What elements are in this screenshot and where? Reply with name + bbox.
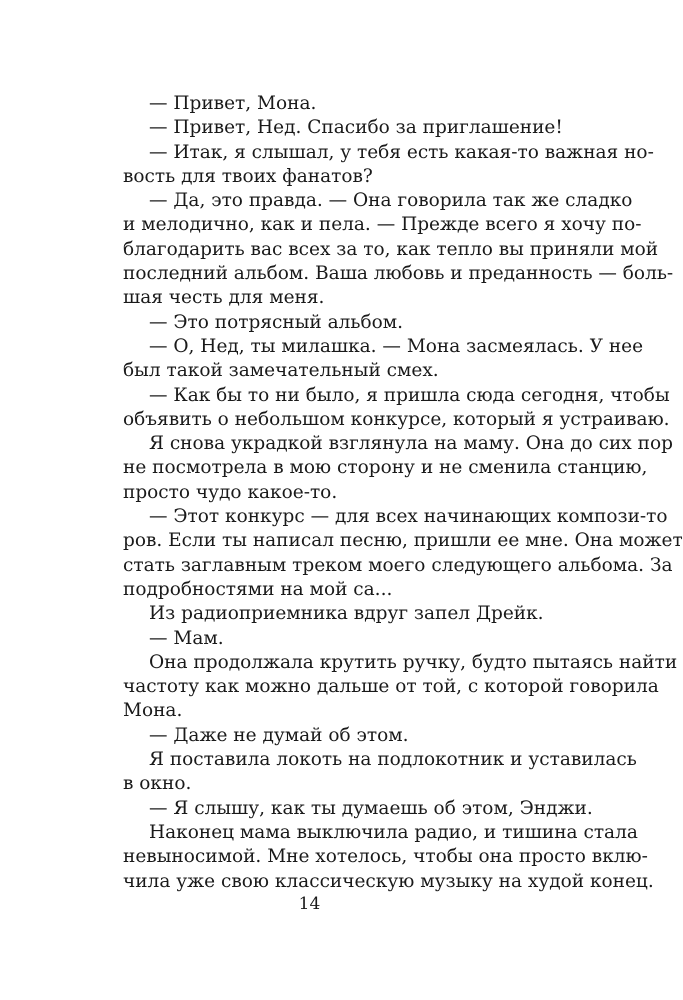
text-line: — Это потрясный альбом.	[149, 311, 404, 333]
text-line: Она продолжала крутить ручку, будто пытаясь найти	[149, 651, 678, 673]
paragraph	[97, 797, 593, 821]
text-line: чила уже свою классическую музыку на худой конец.	[123, 870, 654, 892]
paragraph	[97, 651, 678, 724]
paragraph	[97, 505, 683, 602]
page-number: 14	[298, 894, 321, 914]
text-line: невыносимой. Мне хотелось, чтобы она просто вклю-	[123, 846, 648, 868]
paragraph	[97, 602, 544, 626]
paragraph	[97, 189, 674, 310]
text-line: — Как бы то ни было, я пришла сюда сегодня, чтобы	[149, 384, 670, 406]
text-line: был такой замечательный смех.	[123, 360, 439, 382]
text-line: — Даже не думай об этом.	[149, 724, 409, 746]
paragraph	[97, 724, 537, 748]
paragraph	[97, 141, 654, 190]
text-line: — Привет, Мона.	[149, 93, 317, 114]
text-line: частоту как можно дальше от той, с которой говорила	[123, 676, 659, 698]
paragraph	[97, 432, 673, 505]
text-line: — Я слышу, как ты думаешь об этом, Энджи.	[149, 797, 593, 819]
paragraph	[97, 311, 537, 335]
text-line: Наконец мама выключила радио, и тишина стала	[149, 821, 638, 843]
text-line: — Мам.	[149, 627, 224, 649]
text-line: стать заглавным треком моего следующего альбома. За	[123, 554, 673, 576]
text-line: Из радиоприемника вдруг запел Дрейк.	[149, 603, 544, 625]
text-line: объявить о небольшом конкурсе, который я устраиваю.	[123, 408, 670, 430]
text-line: Я снова украдкой взглянула на маму. Она до сих пор	[149, 433, 673, 455]
text-line: последний альбом. Ваша любовь и преданность — боль-	[123, 263, 674, 285]
paragraph	[97, 92, 537, 116]
text-line: не посмотрела в мою сторону и не сменила станцию,	[123, 457, 648, 479]
text-line: просто чудо какое-то.	[123, 481, 338, 503]
text-line: Я поставила локоть на подлокотник и уставилась	[149, 749, 637, 771]
paragraph	[97, 627, 537, 651]
paragraph	[97, 821, 654, 894]
text-line: и мелодично, как и пела. — Прежде всего я хочу по-	[123, 214, 642, 236]
text-block	[97, 92, 683, 894]
text-line: Мона.	[123, 700, 183, 722]
paragraph	[97, 384, 670, 433]
text-line: в окно.	[123, 773, 192, 795]
paragraph	[97, 116, 563, 140]
text-line: вость для твоих фанатов?	[123, 165, 373, 187]
text-line: — Да, это правда. — Она говорила так же сладко	[149, 190, 633, 212]
text-line: ров. Если ты написал песню, пришли ее мне. Она может	[123, 530, 683, 552]
paragraph	[97, 335, 644, 384]
paragraph	[97, 748, 637, 797]
text-line: — Привет, Нед. Спасибо за приглашение!	[149, 117, 563, 139]
text-line: шая честь для меня.	[123, 287, 325, 309]
text-line: — Этот конкурс — для всех начинающих компози-то	[149, 506, 668, 528]
text-line: — О, Нед, ты милашка. — Мона засмеялась. У нее	[149, 335, 644, 357]
text-line: благодарить вас всех за то, как тепло вы приняли мой	[123, 238, 659, 260]
text-line: подробностями на мой са...	[123, 578, 393, 600]
text-line: — Итак, я слышал, у тебя есть какая-то важная но-	[149, 141, 654, 163]
